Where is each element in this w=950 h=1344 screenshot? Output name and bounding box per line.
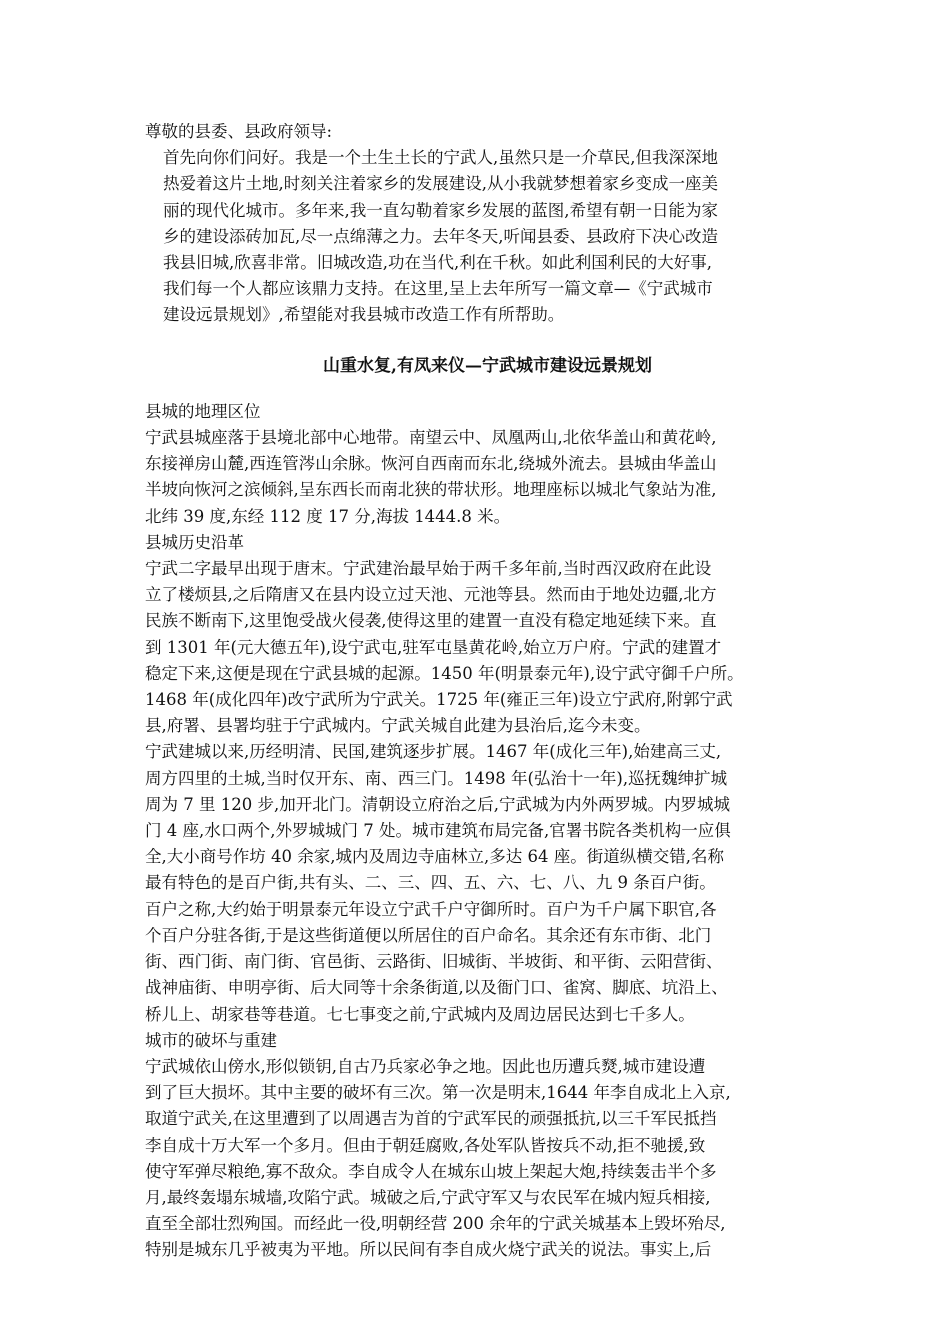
paragraph-line: 取道宁武关,在这里遭到了以周遇吉为首的宁武军民的顽强抵抗,以三千军民抵挡 (145, 1109, 717, 1129)
paragraph-line: 民族不断南下,这里饱受战火侵袭,使得这里的建置一直没有稳定地延续下来。直 (145, 611, 717, 631)
paragraph-line: 特别是城东几乎被夷为平地。所以民间有李自成火烧宁武关的说法。事实上,后 (145, 1240, 712, 1260)
paragraph-line: 周为 7 里 120 步,加开北门。清朝设立府治之后,宁武城为内外两罗城。内罗城城 (145, 794, 730, 814)
paragraph-line: 宁武建城以来,历经明清、民国,建筑逐步扩展。1467 年(成化三年),始建高三丈, (145, 742, 722, 762)
paragraph-line: 稳定下来,这便是现在宁武县城的起源。1450 年(明景泰元年),设宁武守御千户所。 (145, 663, 744, 683)
intro-line: 首先向你们问好。我是一个土生土长的宁武人,虽然只是一介草民,但我深深地 (163, 148, 718, 168)
paragraph-line: 街、西门街、南门街、官邑街、云路街、旧城街、半坡街、和平街、云阳营街、 (145, 952, 723, 972)
section-paragraph (145, 556, 830, 1028)
paragraph-line: 月,最终轰塌东城墙,攻陷宁武。城破之后,宁武守军又与农民军在城内短兵相接, (145, 1187, 711, 1207)
paragraph-line: 宁武二字最早出现于唐末。宁武建治最早始于两千多年前,当时西汉政府在此设 (145, 559, 712, 579)
intro-line: 我县旧城,欣喜非常。旧城改造,功在当代,利在千秋。如此利国利民的大好事, (163, 253, 712, 273)
intro-line: 丽的现代化城市。多年来,我一直勾勒着家乡发展的蓝图,希望有朝一日能为家 (163, 200, 718, 220)
paragraph-line: 最有特色的是百户街,共有头、二、三、四、五、六、七、八、九 9 条百户街。 (145, 873, 716, 893)
intro-line: 乡的建设添砖加瓦,尽一点绵薄之力。去年冬天,听闻县委、县政府下决心改造 (163, 226, 718, 246)
paragraph-line: 战神庙街、申明亭街、后大同等十余条街道,以及衙门口、雀窝、脚底、坑沿上、 (145, 978, 728, 998)
intro-line: 我们每一个人都应该鼎力支持。在这里,呈上去年所写一篇文章—《宁武城市 (163, 279, 713, 299)
section-heading: 县城历史沿革 (145, 532, 244, 552)
document-page (145, 119, 830, 1264)
salutation: 尊敬的县委、县政府领导: (145, 122, 333, 141)
paragraph-line: 北纬 39 度,东经 112 度 17 分,海拔 1444.8 米。 (145, 506, 511, 526)
paragraph-line: 立了楼烦县,之后隋唐又在县内设立过天池、元池等县。然而由于地处边疆,北方 (145, 585, 717, 605)
section-paragraph (145, 1054, 830, 1264)
paragraph-line: 百户之称,大约始于明景泰元年设立宁武千户守御所时。百户为千户属下职官,各 (145, 899, 717, 919)
paragraph-line: 全,大小商号作坊 40 余家,城内及周边寺庙林立,多达 64 座。街道纵横交错,名称 (145, 847, 724, 867)
intro-line: 建设远景规划》,希望能对我县城市改造工作有所帮助。 (163, 305, 565, 325)
paragraph-line: 使守军弹尽粮绝,寡不敌众。李自成令人在城东山坡上架起大炮,持续轰击半个多 (145, 1161, 717, 1181)
document-title: 山重水复,有凤来仪—宁武城市建设远景规划 (323, 355, 652, 376)
paragraph-line: 到 1301 年(元大德五年),设宁武屯,驻军屯垦黄花岭,始立万户府。宁武的建置才 (145, 637, 722, 657)
paragraph-line: 半坡向恢河之滨倾斜,呈东西长而南北狭的带状形。地理座标以城北气象站为准, (145, 480, 717, 500)
paragraph-line: 李自成十万大军一个多月。但由于朝廷腐败,各处军队皆按兵不动,拒不驰援,致 (145, 1135, 706, 1155)
paragraph-line: 周方四里的土城,当时仅开东、南、西三门。1498 年(弘治十一年),巡抚魏绅扩城 (145, 768, 728, 788)
section-heading: 城市的破坏与重建 (145, 1030, 277, 1050)
paragraph-line: 直至全部壮烈殉国。而经此一役,明朝经营 200 余年的宁武关城基本上毁坏殆尽, (145, 1214, 726, 1234)
paragraph-line: 东接禅房山麓,西连管涔山余脉。恢河自西南而东北,绕城外流去。县城由华盖山 (145, 454, 717, 474)
paragraph-line: 宁武县城座落于县境北部中心地带。南望云中、凤凰两山,北依华盖山和黄花岭, (145, 428, 717, 448)
paragraph-line: 门 4 座,水口两个,外罗城城门 7 处。城市建筑布局完备,官署书院各类机构一应俱 (145, 821, 731, 841)
paragraph-line: 到了巨大损坏。其中主要的破坏有三次。第一次是明末,1644 年李自成北上入京, (145, 1083, 731, 1103)
paragraph-line: 桥儿上、胡家巷等巷道。七七事变之前,宁武城内及周边居民达到七千多人。 (145, 1004, 695, 1024)
paragraph-line: 1468 年(成化四年)改宁武所为宁武关。1725 年(雍正三年)设立宁武府,附郭宁武 (145, 690, 733, 710)
section-paragraph (145, 425, 830, 530)
intro-line: 热爱着这片土地,时刻关注着家乡的发展建设,从小我就梦想着家乡变成一座美 (163, 174, 718, 194)
paragraph-line: 县,府署、县署均驻于宁武城内。宁武关城自此建为县治后,迄今未变。 (145, 716, 651, 736)
section-heading: 县城的地理区位 (145, 401, 261, 421)
intro-paragraph (145, 145, 830, 328)
paragraph-line: 宁武城依山傍水,形似锁钥,自古乃兵家必争之地。因此也历遭兵燹,城市建设遭 (145, 1056, 706, 1076)
paragraph-line: 个百户分驻各街,于是这些街道便以所居住的百户命名。其余还有东市街、北门 (145, 925, 712, 945)
